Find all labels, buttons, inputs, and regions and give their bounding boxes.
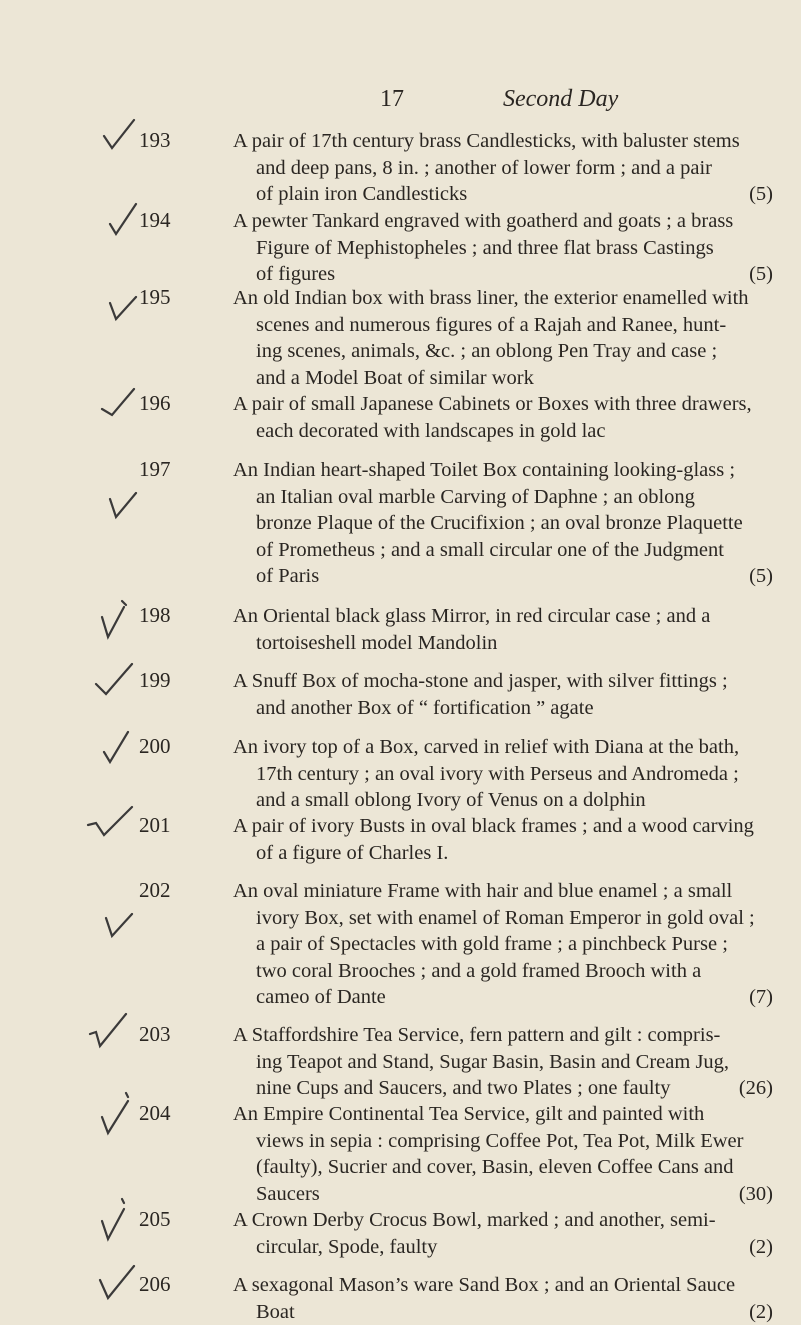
lot-number: 201 [139,813,179,838]
check-mark-icon [96,597,136,643]
description-line: An Indian heart-shaped Toilet Box containing looking-glass ; [233,457,773,484]
lot-description [233,603,773,656]
lot-number: 198 [139,603,179,628]
lot-number: 199 [139,668,179,693]
lot-number: 194 [139,208,179,233]
description-line: bronze Plaque of the Crucifixion ; an oval bronze Plaquette [233,510,773,537]
description-line: Figure of Mephistopheles ; and three flat brass Castings [233,235,773,262]
lot-number: 206 [139,1272,179,1297]
lot-number: 197 [139,457,179,482]
lot-number: 202 [139,878,179,903]
description-line: An Oriental black glass Mirror, in red circular case ; and a [233,603,773,630]
description-line: of plain iron Candlesticks [256,183,467,205]
description-line: two coral Brooches ; and a gold framed Brooch with a [233,958,773,985]
lot-estimate: (30) [739,1181,773,1208]
description-line: and deep pans, 8 in. ; another of lower form ; and a pair [233,155,773,182]
description-line: of Prometheus ; and a small circular one of the Judgment [233,537,773,564]
description-line: of a figure of Charles I. [233,840,773,867]
lot-estimate: (26) [739,1075,773,1102]
lot-description [233,285,773,391]
description-line: An old Indian box with brass liner, the exterior enamelled with [233,285,773,312]
description-line: Saucers [256,1183,320,1205]
description-line: of figures [256,263,335,285]
description-line: A pair of ivory Busts in oval black frames ; and a wood carving [233,813,773,840]
description-line: A sexagonal Mason’s ware Sand Box ; and an Oriental Sauce [233,1272,773,1299]
lot-description [233,668,773,721]
description-line: views in sepia : comprising Coffee Pot, Tea Pot, Milk Ewer [233,1128,773,1155]
description-line-with-price [233,1299,773,1325]
lot-number: 205 [139,1207,179,1232]
description-line-with-price [233,181,773,208]
description-line: A Snuff Box of mocha-stone and jasper, with silver fittings ; [233,668,773,695]
description-line-with-price [233,1181,773,1208]
check-mark-icon [96,1197,136,1247]
lot-estimate: (5) [749,261,773,288]
description-line: A Crown Derby Crocus Bowl, marked ; and another, semi- [233,1207,773,1234]
description-line: scenes and numerous figures of a Rajah and Ranee, hunt- [233,312,773,339]
description-line-with-price [233,261,773,288]
lot-description [233,128,773,208]
check-mark-icon [96,1264,142,1304]
description-line: a pair of Spectacles with gold frame ; a pinchbeck Purse ; [233,931,773,958]
lot-estimate: (7) [749,984,773,1011]
description-line: an Italian oval marble Carving of Daphne ; an oblong [233,484,773,511]
lot-number: 193 [139,128,179,153]
lot-estimate: (5) [749,181,773,208]
lot-number: 203 [139,1022,179,1047]
check-mark-icon [86,1012,136,1056]
lot-number: 196 [139,391,179,416]
lot-description [233,878,773,1011]
description-line: and another Box of “ fortification ” agate [233,695,773,722]
description-line: and a small oblong Ivory of Venus on a dolphin [233,787,773,814]
description-line: nine Cups and Saucers, and two Plates ; one faulty [256,1077,670,1099]
lot-description [233,208,773,288]
lot-description [233,813,773,866]
page-header [0,86,801,116]
lot-description [233,391,773,444]
description-line: An ivory top of a Box, carved in relief with Diana at the bath, [233,734,773,761]
check-mark-icon [92,662,138,702]
description-line: ing scenes, animals, &c. ; an oblong Pen Tray and case ; [233,338,773,365]
description-line: tortoiseshell model Mandolin [233,630,773,657]
lot-description [233,1101,773,1207]
lot-description [233,1022,773,1102]
description-line: An oval miniature Frame with hair and blue enamel ; a small [233,878,773,905]
description-line: A pewter Tankard engraved with goatherd and goats ; a brass [233,208,773,235]
lot-estimate: (2) [749,1234,773,1261]
lot-number: 195 [139,285,179,310]
check-mark-icon [104,295,144,335]
check-mark-icon [98,730,138,770]
check-mark-icon [104,202,144,242]
description-line-with-price [233,1075,773,1102]
check-mark-icon [104,491,144,531]
lot-description [233,734,773,814]
sale-day-title: Second Day [503,86,618,113]
description-line: cameo of Dante [256,986,386,1008]
description-line: each decorated with landscapes in gold lac [233,418,773,445]
lot-description [233,1207,773,1260]
description-line: of Paris [256,565,319,587]
lot-description [233,457,773,590]
lot-number: 204 [139,1101,179,1126]
lot-description [233,1272,773,1325]
description-line: 17th century ; an oval ivory with Perseus and Andromeda ; [233,761,773,788]
page-number: 17 [380,86,404,113]
description-line: ing Teapot and Stand, Sugar Basin, Basin and Cream Jug, [233,1049,773,1076]
check-mark-icon [96,385,140,425]
description-line: A pair of 17th century brass Candlesticks, with baluster stems [233,128,773,155]
description-line: circular, Spode, faulty [256,1236,437,1258]
lot-estimate: (5) [749,563,773,590]
description-line-with-price [233,1234,773,1261]
description-line: A Staffordshire Tea Service, fern pattern and gilt : compris- [233,1022,773,1049]
lot-number: 200 [139,734,179,759]
description-line: An Empire Continental Tea Service, gilt and painted with [233,1101,773,1128]
description-line: ivory Box, set with enamel of Roman Emperor in gold oval ; [233,905,773,932]
check-mark-icon [98,1091,138,1141]
check-mark-icon [100,118,140,158]
description-line: Boat [256,1301,295,1323]
description-line: (faulty), Sucrier and cover, Basin, eleven Coffee Cans and [233,1154,773,1181]
check-mark-icon [84,805,140,845]
description-line-with-price [233,563,773,590]
description-line: A pair of small Japanese Cabinets or Boxes with three drawers, [233,391,773,418]
description-line-with-price [233,984,773,1011]
lot-estimate: (2) [749,1299,773,1325]
check-mark-icon [100,912,140,952]
description-line: and a Model Boat of similar work [233,365,773,392]
